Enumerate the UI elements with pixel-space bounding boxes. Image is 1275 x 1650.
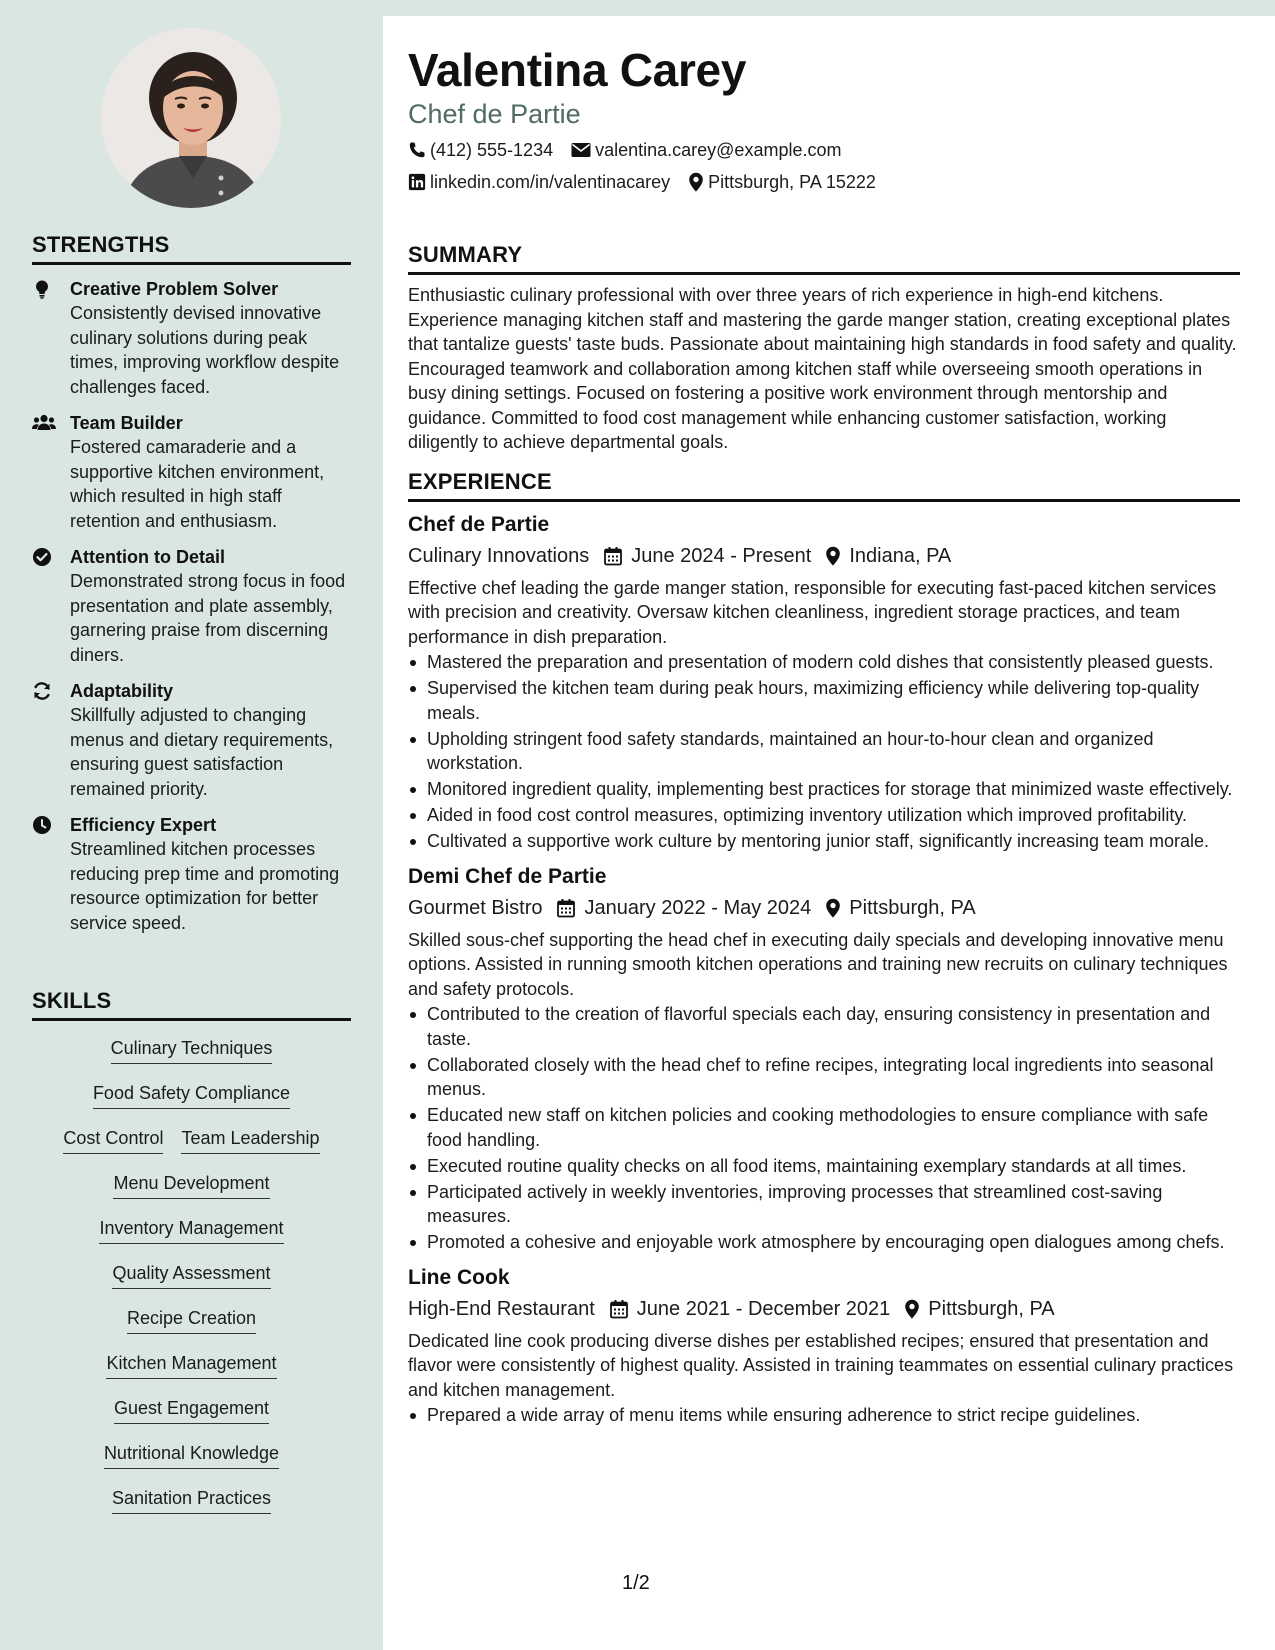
job-meta bbox=[408, 541, 1240, 571]
summary-section bbox=[408, 242, 1240, 455]
job-bullet: Promoted a cohesive and enjoyable work atmosphere by encouraging open dialogues among chefs. bbox=[408, 1230, 1240, 1255]
job-bullet: Supervised the kitchen team during peak hours, maximizing efficiency while delivering top-quality meals. bbox=[408, 676, 1240, 725]
job-desc: Effective chef leading the garde manger station, responsible for executing fast-paced kitchen services with precision and creativity. Oversaw kitchen cleanliness, ingredient storage practices, and team performance in dish preparation. bbox=[408, 577, 1217, 647]
job-entry bbox=[408, 862, 1240, 1255]
job-dates-wrap bbox=[609, 1294, 891, 1324]
skill-tag: Team Leadership bbox=[181, 1125, 319, 1154]
strength-item bbox=[32, 545, 351, 667]
skill-tag: Menu Development bbox=[113, 1170, 269, 1199]
strength-item bbox=[32, 411, 351, 533]
phone[interactable] bbox=[408, 138, 553, 162]
job-dates: June 2021 - December 2021 bbox=[636, 1297, 891, 1320]
map-pin-icon bbox=[904, 1299, 920, 1319]
contact-row bbox=[408, 170, 1240, 194]
job-bullet: Participated actively in weekly inventories, improving processes that streamlined cost-saving measures. bbox=[408, 1180, 1240, 1229]
skill-tag: Quality Assessment bbox=[112, 1260, 270, 1289]
job-title: Demi Chef de Partie bbox=[408, 864, 607, 888]
job-location: Indiana, PA bbox=[849, 544, 952, 567]
strength-desc: Consistently devised innovative culinary solutions during peak times, improving workflow despite challenges faced. bbox=[70, 303, 340, 397]
job-dates: June 2024 - Present bbox=[631, 544, 812, 567]
job-dates-wrap bbox=[603, 541, 811, 571]
job-bullet: Collaborated closely with the head chef to refine recipes, integrating local ingredients into seasonal menus. bbox=[408, 1053, 1240, 1102]
strengths-title: STRENGTHS bbox=[32, 232, 351, 265]
strength-desc: Demonstrated strong focus in food presentation and plate assembly, garnering praise from discerning diners. bbox=[70, 571, 346, 665]
skills-list bbox=[32, 1035, 351, 1530]
location bbox=[688, 170, 876, 194]
strength-desc: Streamlined kitchen processes reducing prep time and promoting resource optimization for better service speed. bbox=[70, 839, 340, 933]
strength-title: Creative Problem Solver bbox=[70, 279, 279, 299]
linkedin-text: linkedin.com/in/valentinacarey bbox=[430, 172, 671, 192]
job-bullet: Cultivated a supportive work culture by mentoring junior staff, significantly increasing team morale. bbox=[408, 829, 1240, 854]
job-location-wrap bbox=[825, 541, 951, 571]
job-bullet: Upholding stringent food safety standards, maintained an hour-to-hour clean and organized workstation. bbox=[408, 727, 1240, 776]
strength-item bbox=[32, 277, 351, 399]
profile-photo bbox=[101, 28, 281, 208]
job-bullets bbox=[408, 650, 1240, 854]
job-bullets bbox=[408, 1403, 1240, 1428]
email[interactable] bbox=[571, 138, 841, 162]
skill-tag: Nutritional Knowledge bbox=[104, 1440, 279, 1469]
phone-text: (412) 555-1234 bbox=[430, 140, 554, 160]
experience-section bbox=[408, 469, 1240, 1428]
job-bullet: Prepared a wide array of menu items while ensuring adherence to strict recipe guidelines. bbox=[408, 1403, 1240, 1428]
strength-item bbox=[32, 679, 351, 801]
candidate-role: Chef de Partie bbox=[408, 99, 581, 129]
job-dates-wrap bbox=[556, 893, 811, 923]
phone-icon bbox=[408, 141, 426, 159]
strength-desc: Skillfully adjusted to changing menus and dietary requirements, ensuring guest satisfaction remained priority. bbox=[70, 705, 334, 799]
strength-item bbox=[32, 813, 351, 935]
linkedin-icon bbox=[408, 173, 426, 191]
job-bullet: Mastered the preparation and presentation of modern cold dishes that consistently pleased guests. bbox=[408, 650, 1240, 675]
strength-title: Team Builder bbox=[70, 413, 183, 433]
calendar-icon bbox=[609, 1299, 629, 1319]
skill-tag: Culinary Techniques bbox=[111, 1035, 273, 1064]
skill-tag: Cost Control bbox=[63, 1125, 163, 1154]
job-desc: Dedicated line cook producing diverse dishes per established recipes; ensured that presentation and flavor were consistently of highest quality. Assisted in training teammates on essential culinary practices and kitchen management. bbox=[408, 1330, 1234, 1400]
skill-tag: Inventory Management bbox=[99, 1215, 283, 1244]
job-bullet: Executed routine quality checks on all food items, maintaining exemplary standards at all times. bbox=[408, 1154, 1240, 1179]
job-location-wrap bbox=[904, 1294, 1054, 1324]
job-location: Pittsburgh, PA bbox=[928, 1297, 1055, 1320]
main-content bbox=[408, 16, 1240, 1429]
lightbulb-icon bbox=[32, 277, 70, 399]
strength-desc: Fostered camaraderie and a supportive kitchen environment, which resulted in high staff retention and enthusiasm. bbox=[70, 437, 325, 531]
job-meta bbox=[408, 893, 1240, 923]
skill-tag: Food Safety Compliance bbox=[93, 1080, 290, 1109]
job-company: High-End Restaurant bbox=[408, 1297, 595, 1320]
job-entry bbox=[408, 1263, 1240, 1428]
skill-tag: Recipe Creation bbox=[127, 1305, 256, 1334]
top-strip bbox=[383, 0, 1275, 16]
refresh-icon bbox=[32, 679, 70, 801]
skills-section bbox=[32, 988, 351, 1530]
summary-title: SUMMARY bbox=[408, 242, 1240, 275]
envelope-icon bbox=[571, 142, 591, 158]
skill-tag: Guest Engagement bbox=[114, 1395, 269, 1424]
clock-icon bbox=[32, 813, 70, 935]
users-icon bbox=[32, 411, 70, 533]
page-number: 1/2 bbox=[622, 1572, 650, 1594]
job-desc: Skilled sous-chef supporting the head chef in executing daily specials and developing innovative menu options. Assisted in running smooth kitchen operations and training new recruits on culinary techniques and safety protocols. bbox=[408, 929, 1228, 999]
job-title: Line Cook bbox=[408, 1265, 510, 1289]
check-circle-icon bbox=[32, 545, 70, 667]
map-pin-icon bbox=[825, 898, 841, 918]
job-bullet: Aided in food cost control measures, optimizing inventory utilization which improved profitability. bbox=[408, 803, 1240, 828]
strengths-section bbox=[32, 232, 351, 935]
job-bullet: Educated new staff on kitchen policies and cooking methodologies to ensure compliance with safe food handling. bbox=[408, 1103, 1240, 1152]
map-pin-icon bbox=[688, 172, 704, 192]
sidebar bbox=[0, 0, 383, 1650]
candidate-name: Valentina Carey bbox=[408, 44, 747, 96]
calendar-icon bbox=[556, 898, 576, 918]
avatar bbox=[101, 28, 281, 208]
email-text: valentina.carey@example.com bbox=[595, 140, 842, 160]
skill-tag: Kitchen Management bbox=[106, 1350, 276, 1379]
job-company: Gourmet Bistro bbox=[408, 896, 543, 919]
job-location-wrap bbox=[825, 893, 975, 923]
job-company: Culinary Innovations bbox=[408, 544, 590, 567]
job-title: Chef de Partie bbox=[408, 512, 550, 536]
job-meta bbox=[408, 1294, 1240, 1324]
summary-text: Enthusiastic culinary professional with over three years of rich experience in high-end kitchens. Experience managing kitchen staff and mastering the garde manger station, creating exceptional plates that tantalize guests' taste buds. Passionate about maintaining high standards in food safety and quality. Encouraged teamwork and collaboration among kitchen staff while overseeing smooth operations in busy dining settings. Focused on fostering a positive work environment through mentorship and guidance. Committed to food cost management while enhancing customer satisfaction, working diligently to achieve departmental goals. bbox=[408, 285, 1237, 452]
strength-title: Attention to Detail bbox=[70, 547, 225, 567]
skills-title: SKILLS bbox=[32, 988, 351, 1021]
contact-row bbox=[408, 138, 1240, 162]
job-dates: January 2022 - May 2024 bbox=[584, 896, 812, 919]
job-entry bbox=[408, 510, 1240, 854]
skill-tag: Sanitation Practices bbox=[112, 1485, 271, 1514]
experience-title: EXPERIENCE bbox=[408, 469, 1240, 502]
strength-title: Adaptability bbox=[70, 681, 174, 701]
strength-title: Efficiency Expert bbox=[70, 815, 217, 835]
job-bullet: Monitored ingredient quality, implementing best practices for storage that minimized waste effectively. bbox=[408, 777, 1240, 802]
linkedin[interactable] bbox=[408, 170, 670, 194]
location-text: Pittsburgh, PA 15222 bbox=[708, 172, 876, 192]
map-pin-icon bbox=[825, 546, 841, 566]
job-bullet: Contributed to the creation of flavorful specials each day, ensuring consistency in presentation and taste. bbox=[408, 1002, 1240, 1051]
job-location: Pittsburgh, PA bbox=[849, 896, 976, 919]
job-bullets bbox=[408, 1002, 1240, 1255]
calendar-icon bbox=[603, 546, 623, 566]
